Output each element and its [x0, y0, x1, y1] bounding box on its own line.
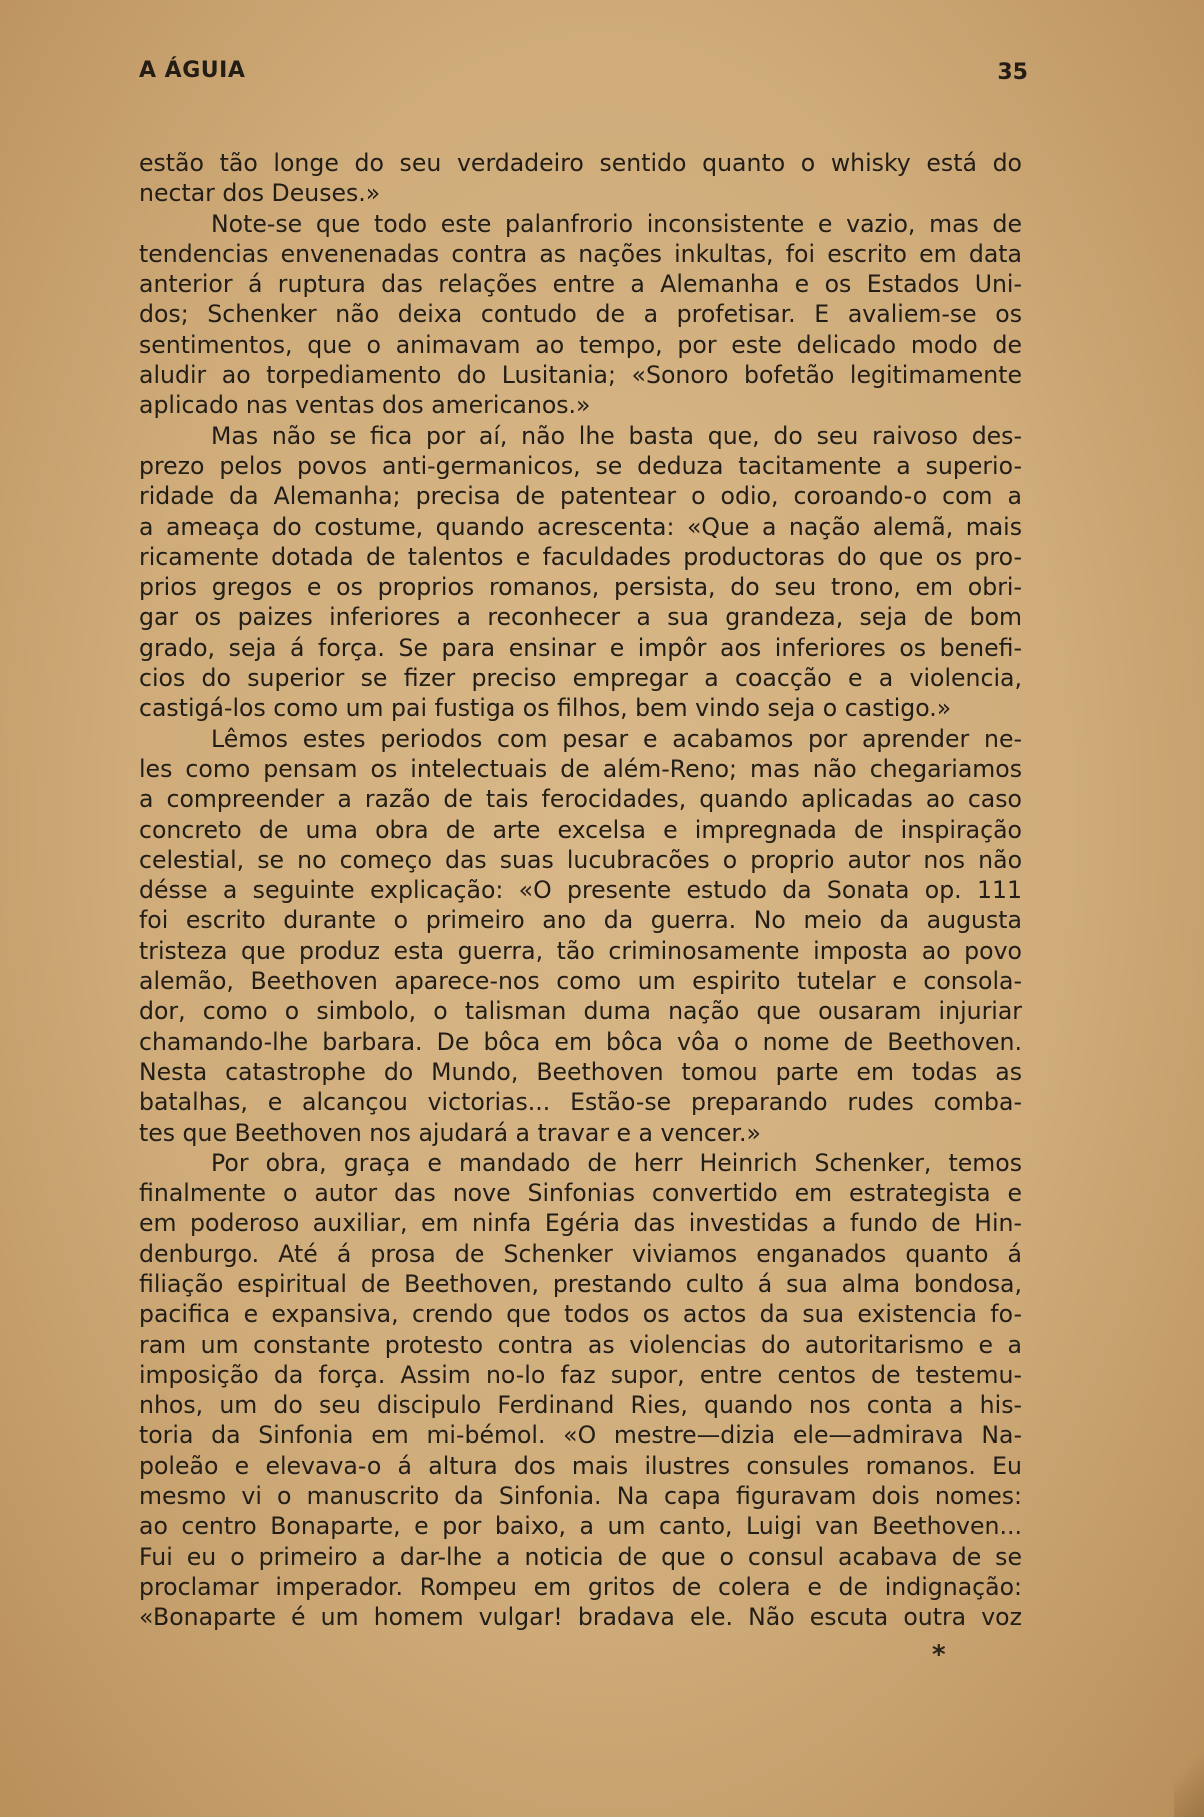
text-line: dor, como o simbolo, o talisman duma nação que ousaram injuriar — [139, 997, 1022, 1026]
text-line: prios gregos e os proprios romanos, persista, do seu trono, em obri- — [139, 573, 1022, 602]
text-line: Lêmos estes periodos com pesar e acabamos por aprender ne- — [211, 724, 1022, 753]
text-line: foi escrito durante o primeiro ano da guerra. No meio da augusta — [139, 906, 1022, 935]
text-line: nectar dos Deuses.» — [139, 179, 381, 208]
journal-title: A ÁGUIA — [139, 58, 246, 83]
running-header — [139, 58, 1028, 94]
text-line: tes que Beethoven nos ajudará a travar e a vencer.» — [139, 1118, 761, 1147]
text-line: prezo pelos povos anti-germanicos, se deduza tacitamente a superio- — [139, 451, 1022, 480]
text-line: alemão, Beethoven aparece-nos como um espirito tutelar e consola- — [139, 967, 1022, 996]
text-line: anterior á ruptura das relações entre a Alemanha e os Estados Uni- — [139, 270, 1022, 299]
text-line: toria da Sinfonia em mi-bémol. «O mestre—dizia ele—admirava Na- — [139, 1421, 1022, 1450]
signature-mark: * — [932, 1640, 946, 1670]
text-line: Note-se que todo este palanfrorio inconsistente e vazio, mas de — [211, 209, 1022, 238]
text-line: aplicado nas ventas dos americanos.» — [139, 391, 591, 420]
text-line: castigá-los como um pai fustiga os filhos, bem vindo seja o castigo.» — [139, 694, 952, 723]
text-line: tendencias envenenadas contra as nações inkultas, foi escrito em data — [139, 239, 1022, 268]
text-line: ricamente dotada de talentos e faculdades productoras do que os pro- — [139, 542, 1022, 571]
text-line: finalmente o autor das nove Sinfonias convertido em estrategista e — [139, 1179, 1022, 1208]
text-line: Fui eu o primeiro a dar-lhe a noticia de que o consul acabava de se — [139, 1542, 1022, 1571]
text-line: filiação espiritual de Beethoven, prestando culto á sua alma bondosa, — [139, 1269, 1022, 1298]
text-line: nhos, um do seu discipulo Ferdinand Ries, quando nos conta a his- — [139, 1391, 1022, 1420]
text-line: dos; Schenker não deixa contudo de a profetisar. E avaliem-se os — [139, 300, 1022, 329]
text-line: concreto de uma obra de arte excelsa e impregnada de inspiração — [139, 815, 1022, 844]
text-line: cios do superior se fizer preciso empregar a coacção e a violencia, — [139, 664, 1022, 693]
page-edge-stain — [1174, 1677, 1204, 1817]
text-line: imposição da força. Assim no-lo faz supor, entre centos de testemu- — [139, 1360, 1022, 1389]
text-line: pacifica e expansiva, crendo que todos os actos da sua existencia fo- — [139, 1300, 1022, 1329]
text-line: Por obra, graça e mandado de herr Heinrich Schenker, temos — [211, 1148, 1022, 1177]
text-line: Mas não se fica por aí, não lhe basta que, do seu raivoso des- — [211, 421, 1022, 450]
text-line: batalhas, e alcançou victorias... Estão-se preparando rudes comba- — [139, 1088, 1022, 1117]
text-line: aludir ao torpediamento do Lusitania; «Sonoro bofetão legitimamente — [139, 361, 1022, 390]
text-line: chamando-lhe barbara. De bôca em bôca vôa o nome de Beethoven. — [139, 1027, 1022, 1056]
text-line: ram um constante protesto contra as violencias do autoritarismo e a — [139, 1330, 1022, 1359]
text-line: denburgo. Até á prosa de Schenker viviamos enganados quanto á — [139, 1239, 1022, 1268]
text-line: mesmo vi o manuscrito da Sinfonia. Na capa figuravam dois nomes: — [139, 1482, 1022, 1511]
body-text — [139, 148, 1022, 1633]
text-line: ridade da Alemanha; precisa de patentear o odio, coroando-o com a — [139, 482, 1022, 511]
text-line: a compreender a razão de tais ferocidades, quando aplicadas ao caso — [139, 785, 1022, 814]
text-line: désse a seguinte explicação: «O presente estudo da Sonata op. 111 — [139, 876, 1022, 905]
text-line: sentimentos, que o animavam ao tempo, por este delicado modo de — [139, 330, 1022, 359]
text-line: ao centro Bonaparte, e por baixo, a um canto, Luigi van Beethoven... — [139, 1512, 1022, 1541]
text-line: celestial, se no começo das suas lucubracões o proprio autor nos não — [139, 845, 1022, 874]
page-number: 35 — [997, 60, 1028, 85]
text-line: les como pensam os intelectuais de além-Reno; mas não chegariamos — [139, 754, 1022, 783]
text-line: poleão e elevava-o á altura dos mais ilustres consules romanos. Eu — [139, 1451, 1022, 1480]
text-line: «Bonaparte é um homem vulgar! bradava ele. Não escuta outra voz — [139, 1603, 1022, 1632]
text-line: gar os paizes inferiores a reconhecer a sua grandeza, seja de bom — [139, 603, 1022, 632]
text-line: grado, seja á força. Se para ensinar e impôr aos inferiores os benefi- — [139, 633, 1022, 662]
text-line: Nesta catastrophe do Mundo, Beethoven tomou parte em todas as — [139, 1057, 1022, 1086]
text-line: tristeza que produz esta guerra, tão criminosamente imposta ao povo — [139, 936, 1022, 965]
text-line: estão tão longe do seu verdadeiro sentido quanto o whisky está do — [139, 149, 1022, 177]
text-line: proclamar imperador. Rompeu em gritos de colera e de indignação: — [139, 1572, 1022, 1601]
text-line: a ameaça do costume, quando acrescenta: «Que a nação alemã, mais — [139, 512, 1022, 541]
text-line: em poderoso auxiliar, em ninfa Egéria das investidas a fundo de Hin- — [139, 1209, 1022, 1238]
